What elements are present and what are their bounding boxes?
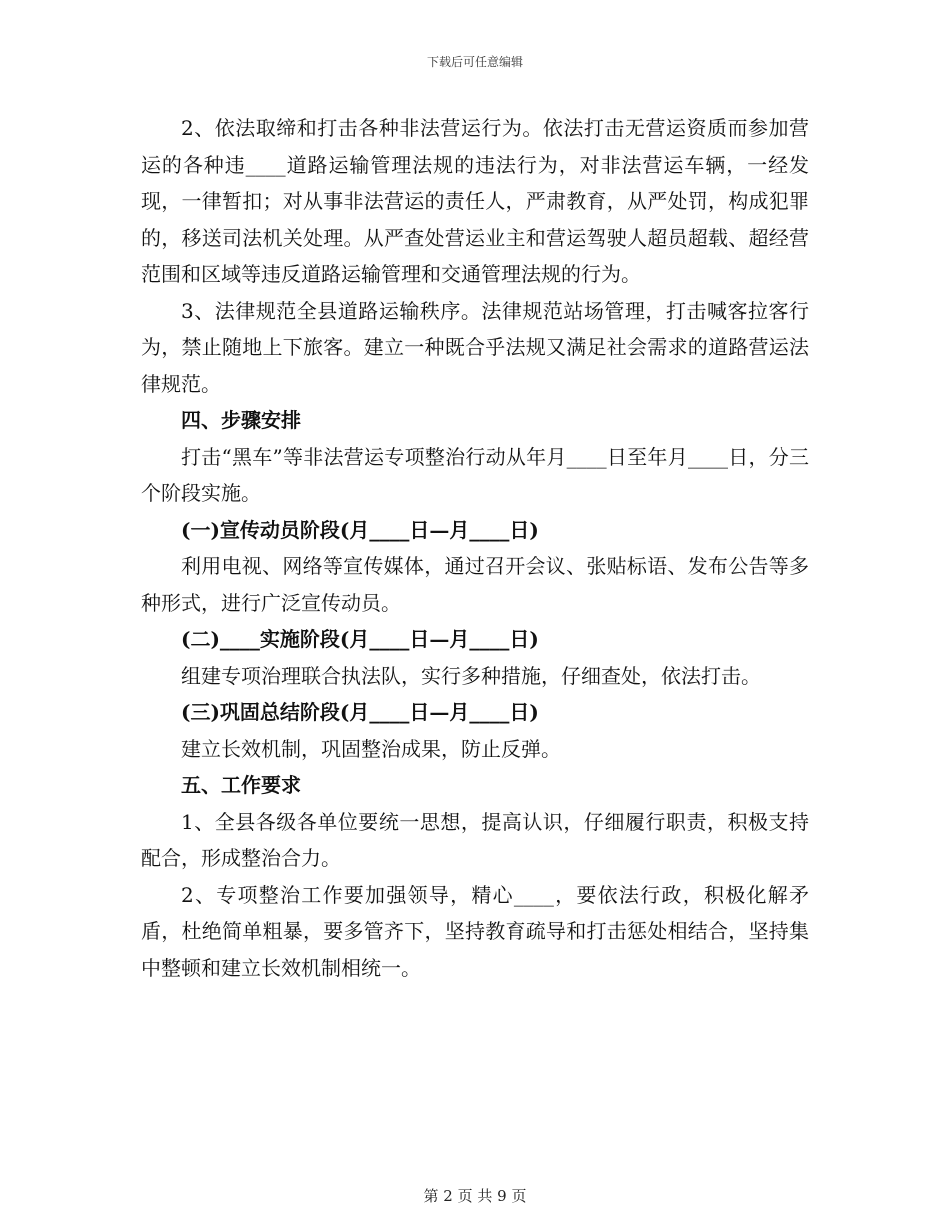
- page-number: 第 2 页 共 9 页: [423, 1187, 527, 1205]
- requirement-item-2: 2、专项整治工作要加强领导，精心____，要依法行政，积极化解矛盾，杜绝简单粗暴，要多管齐下，坚持教育疏导和打击惩处相结合，坚持集中整顿和建立长效机制相统一。: [141, 882, 809, 980]
- document-body: [141, 110, 809, 986]
- stage-text-1: 利用电视、网络等宣传媒体，通过召开会议、张贴标语、发布公告等多种形式，进行广泛宣传动员。: [141, 554, 809, 615]
- stage-text-3: 建立长效机制，巩固整治成果，防止反弹。: [181, 736, 561, 761]
- stage-text-2: 组建专项治理联合执法队，实行多种措施，仔细查处，依法打击。: [181, 663, 761, 688]
- stage-heading-3: (三)巩固总结阶段(月____日—月____日): [181, 700, 539, 724]
- section-heading-steps: 四、步骤安排: [181, 408, 301, 432]
- paragraph-timeline: 打击“黑车”等非法营运专项整治行动从年月____日至年月____日，分三个阶段实施。: [141, 444, 809, 505]
- stage-heading-2: (二)____实施阶段(月____日—月____日): [181, 627, 539, 651]
- page-header: 下载后可任意编辑: [426, 55, 523, 69]
- paragraph-item-2: 2、依法取缔和打击各种非法营运行为。依法打击无营运资质而参加营运的各种违____道路运输管理法规的违法行为，对非法营运车辆，一经发现，一律暂扣；对从事非法营运的责任人，严肃教育，从严处罚，构成犯罪的，移送司法机关处理。从严查处营运业主和营运驾驶人超员超载、超经营范围和区域等违反道路运输管理和交通管理法规的行为。: [141, 116, 809, 286]
- requirement-item-1: 1、全县各级各单位要统一思想，提高认识，仔细履行职责，积极支持配合，形成整治合力。: [141, 809, 809, 870]
- section-heading-requirements: 五、工作要求: [181, 773, 301, 797]
- paragraph-item-3: 3、法律规范全县道路运输秩序。法律规范站场管理，打击喊客拉客行为，禁止随地上下旅客。建立一种既合乎法规又满足社会需求的道路营运法律规范。: [141, 298, 809, 396]
- stage-heading-1: (一)宣传动员阶段(月____日—月____日): [181, 517, 539, 542]
